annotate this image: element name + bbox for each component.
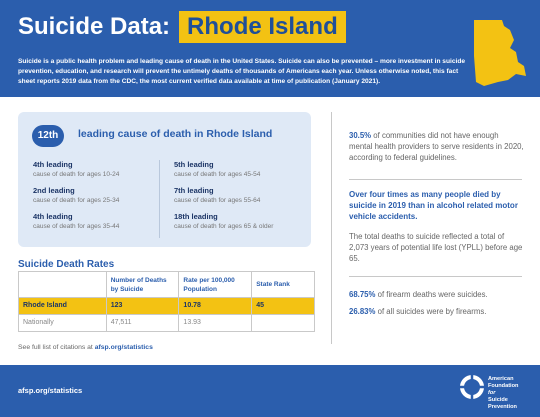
rank-description: cause of death for ages 25-34: [33, 197, 120, 204]
stat-text: of communities did not have enough mental health providers to serve residents in 2020, according to federal guidelines.: [349, 131, 524, 162]
stat-firearm-deaths: [349, 289, 524, 300]
stat-mental-health-providers: [349, 130, 524, 163]
table-header-cell: Number of Deaths by Suicide: [106, 272, 179, 298]
org-name-line: for: [488, 390, 496, 396]
section-divider: [349, 276, 522, 277]
table-cell: [252, 315, 315, 332]
org-name-line: American: [488, 376, 514, 382]
state-name-highlight: Rhode Island: [179, 11, 346, 43]
rank-item: [33, 212, 119, 238]
table-cell: 47,511: [106, 315, 179, 332]
rhode-island-map-icon: [470, 16, 528, 86]
table-cell: 10.78: [179, 298, 252, 315]
rank-description: cause of death for ages 35-44: [33, 223, 120, 230]
rank-label: 5th leading: [174, 160, 214, 169]
stat-highlight: 30.5%: [349, 131, 372, 140]
table-header-row: [19, 272, 315, 298]
rank-description: cause of death for ages 55-64: [174, 197, 261, 204]
citation-link[interactable]: afsp.org/statistics: [94, 344, 153, 351]
table-cell: Rhode Island: [19, 298, 107, 315]
table-row: [19, 315, 315, 332]
intro-paragraph: Suicide is a public health problem and leading cause of death in the United States. Suicide can also be prevented – more investment in suicide prevention, education, and research will prevent the untimely deaths of thousands of Americans each year. Unless otherwise noted, this fact sheet reports 2019 data from the CDC, the most current verified data available at time of publication (January 2021).: [18, 58, 466, 85]
death-rates-table: [18, 271, 315, 332]
org-name-line: Suicide: [488, 397, 508, 403]
rank-item: [33, 186, 119, 212]
rank-label: 4th leading: [33, 160, 73, 169]
citation-text: See full list of citations at: [18, 344, 93, 351]
header-banner: [0, 0, 540, 97]
organization-name: [488, 376, 538, 411]
rank-column-left: [33, 160, 119, 238]
table-header-cell: [19, 272, 107, 298]
stat-highlight: 26.83%: [349, 307, 376, 316]
column-divider: [331, 112, 332, 344]
stat-text: of firearm deaths were suicides.: [375, 290, 488, 299]
table-cell: 13.93: [179, 315, 252, 332]
section-divider: [349, 179, 522, 180]
table-header-cell: State Rank: [252, 272, 315, 298]
stat-alcohol-comparison: Over four times as many people died by suicide in 2019 than in alcohol related motor vehicle accidents.: [349, 190, 518, 221]
rank-label: 18th leading: [174, 212, 218, 221]
title-row: [18, 11, 346, 43]
rank-badge: 12th: [32, 125, 64, 147]
stat-highlight: 68.75%: [349, 290, 376, 299]
rank-label: 2nd leading: [33, 186, 75, 195]
rank-description: cause of death for ages 45-54: [174, 171, 261, 178]
rank-item: [33, 160, 119, 186]
stat-ypll: The total deaths to suicide reflected a total of 2,073 years of potential life lost (YPLL) before age 65.: [349, 232, 523, 263]
rank-label: 4th leading: [33, 212, 73, 221]
rank-item: [174, 160, 273, 186]
org-name-line: Foundation: [488, 383, 519, 389]
rank-heading: leading cause of death in Rhode Island: [78, 128, 273, 140]
rank-item: [174, 212, 273, 238]
stat-firearm-suicides: [349, 306, 524, 317]
table-header-cell: Rate per 100,000 Population: [179, 272, 252, 298]
ranking-card: [18, 112, 311, 247]
table-cell: 45: [252, 298, 315, 315]
rank-item: [174, 186, 273, 212]
stat-text: of all suicides were by firearms.: [375, 307, 487, 316]
rank-description: cause of death for ages 65 & older: [174, 223, 274, 230]
rank-column-right: [174, 160, 273, 238]
footer-banner: [0, 365, 540, 417]
page-title: Suicide Data:: [18, 13, 171, 40]
table-cell: 123: [106, 298, 179, 315]
table-row: [19, 298, 315, 315]
afsp-logo-icon: [459, 374, 485, 400]
rank-label: 7th leading: [174, 186, 214, 195]
org-name-line: Prevention: [488, 404, 517, 410]
citation-note: [18, 344, 153, 351]
table-cell: Nationally: [19, 315, 107, 332]
rank-divider: [159, 160, 160, 238]
footer-url-link[interactable]: afsp.org/statistics: [18, 386, 83, 395]
rates-section-title: Suicide Death Rates: [18, 259, 115, 270]
rank-description: cause of death for ages 10-24: [33, 171, 120, 178]
